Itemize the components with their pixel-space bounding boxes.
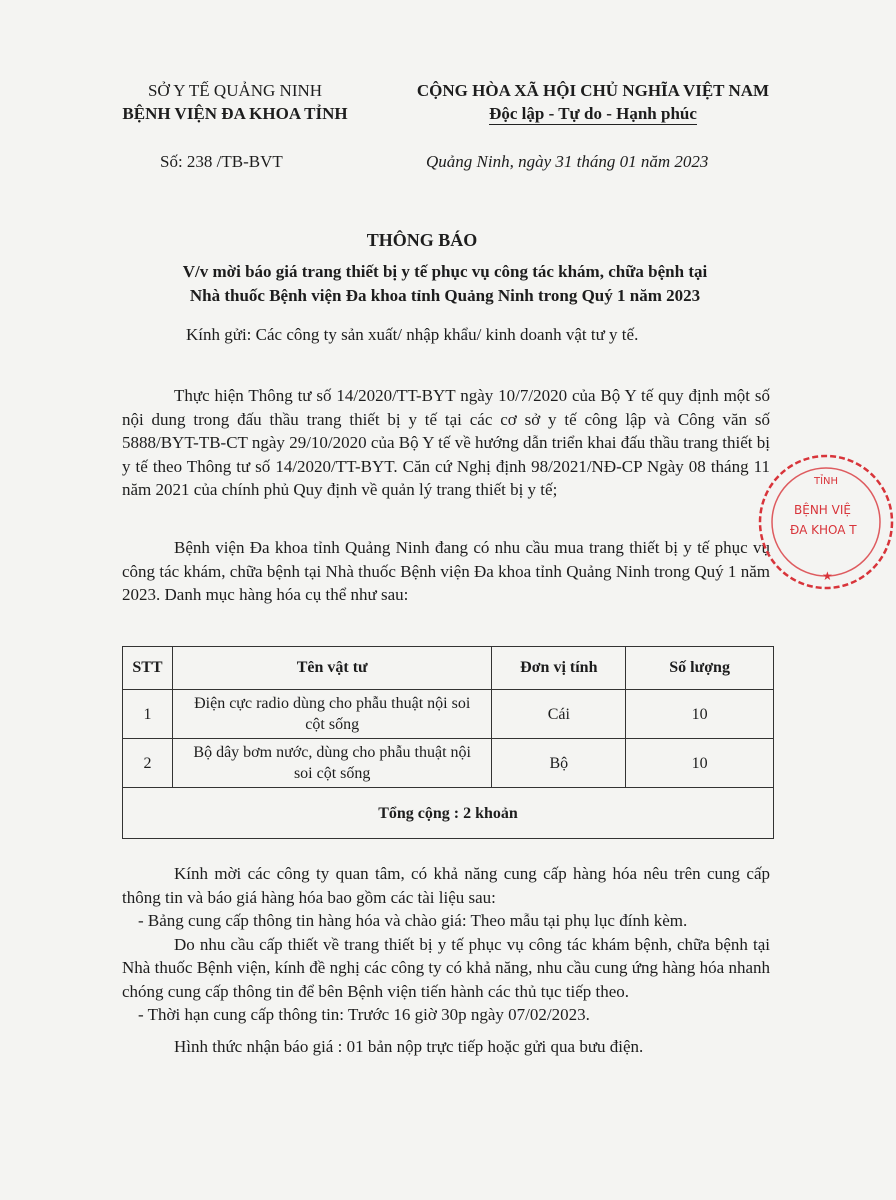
row-qty: 10 (626, 690, 774, 739)
closing-paragraph-1: Kính mời các công ty quan tâm, có khả năng cung cấp hàng hóa nêu trên cung cấp thông tin và báo giá hàng hóa bao gồm các tài liệu sau: (122, 864, 770, 907)
national-header (386, 80, 800, 126)
table-row (123, 739, 774, 788)
row-unit: Bộ (492, 739, 626, 788)
body-paragraph-2: Bệnh viện Đa khoa tỉnh Quảng Ninh đang có nhu cầu mua trang thiết bị y tế phục vụ công tác khám, chữa bệnh tại Nhà thuốc Bệnh viện Đa khoa tỉnh Quảng Ninh trong Quý 1 năm 2023. Danh mục hàng hóa cụ thể như sau: (122, 538, 770, 604)
row-stt: 2 (123, 739, 173, 788)
row-qty: 10 (626, 739, 774, 788)
table-row (123, 690, 774, 739)
header-qty: Số lượng (626, 647, 774, 690)
body-paragraph-1: Thực hiện Thông tư số 14/2020/TT-BYT ngày 10/7/2020 của Bộ Y tế quy định một số nội dung trong đấu thầu trang thiết bị y tế tại các cơ sở y tế công lập và Công văn số 5888/BYT-TB-CT ngày 29/10/2020 của Bộ Y tế về hướng dẫn triển khai đấu thầu trang thiết bị y tế theo Thông tư số 14/2020/TT-BYT. Căn cứ Nghị định 98/2021/NĐ-CP Ngày 08 tháng 11 năm 2021 của chính phủ Quy định về quản lý trang thiết bị y tế; (122, 386, 770, 499)
header-unit: Đơn vị tính (492, 647, 626, 690)
document-number: Số: 238 /TB-BVT (160, 152, 283, 171)
closing-section (122, 862, 770, 1058)
svg-text:ĐA KHOA T: ĐA KHOA T (790, 523, 857, 537)
header-name: Tên vật tư (172, 647, 491, 690)
recipient-line: Kính gửi: Các công ty sản xuất/ nhập khẩu/ kinh doanh vật tư y tế. (186, 325, 639, 344)
table-header-row (123, 647, 774, 690)
closing-paragraph-5: Hình thức nhận báo giá : 01 bản nộp trực tiếp hoặc gửi qua bưu điện. (174, 1036, 644, 1056)
items-table (122, 646, 774, 839)
svg-text:TỈNH: TỈNH (813, 476, 839, 487)
closing-paragraph-4: - Thời hạn cung cấp thông tin: Trước 16 giờ 30p ngày 07/02/2023. (138, 1005, 590, 1024)
subject-line-1: V/v mời báo giá trang thiết bị y tế phục vụ công tác khám, chữa bệnh tại (182, 262, 708, 281)
document-title: THÔNG BÁO (366, 230, 478, 250)
row-name: Điện cực radio dùng cho phẫu thuật nội soi cột sống (172, 690, 491, 739)
closing-paragraph-2: - Bảng cung cấp thông tin hàng hóa và chào giá: Theo mẫu tại phụ lục đính kèm. (138, 911, 688, 930)
agency-header (104, 80, 366, 126)
subject-line-2: Nhà thuốc Bệnh viện Đa khoa tỉnh Quảng Ninh trong Quý 1 năm 2023 (189, 286, 701, 305)
row-name: Bộ dây bơm nước, dùng cho phẫu thuật nội soi cột sống (172, 739, 491, 788)
place-date: Quảng Ninh, ngày 31 tháng 01 năm 2023 (426, 152, 709, 171)
table-total: Tổng cộng : 2 khoản (123, 788, 774, 839)
row-stt: 1 (123, 690, 173, 739)
row-unit: Cái (492, 690, 626, 739)
svg-text:BỆNH VIỆ: BỆNH VIỆ (794, 503, 851, 517)
national-motto: Độc lập - Tự do - Hạnh phúc (489, 104, 697, 123)
republic-name: CỘNG HÒA XÃ HỘI CHỦ NGHĨA VIỆT NAM (416, 81, 770, 100)
red-seal-stamp (756, 452, 896, 592)
document-subject (120, 260, 770, 308)
svg-text:★: ★ (822, 569, 833, 583)
table-total-row (123, 788, 774, 839)
header-stt: STT (123, 647, 173, 690)
agency-name: BỆNH VIỆN ĐA KHOA TỈNH (122, 104, 348, 123)
agency-parent: SỞ Y TẾ QUẢNG NINH (147, 81, 323, 100)
closing-paragraph-3: Do nhu cầu cấp thiết về trang thiết bị y tế phục vụ công tác khám bệnh, chữa bệnh tại Nhà thuốc Bệnh viện, kính đề nghị các công ty có khả năng, nhu cầu cung ứng hàng hóa nhanh chóng cung cấp thông tin để bên Bệnh viện tiến hành các thủ tục tiếp theo. (122, 934, 770, 1001)
